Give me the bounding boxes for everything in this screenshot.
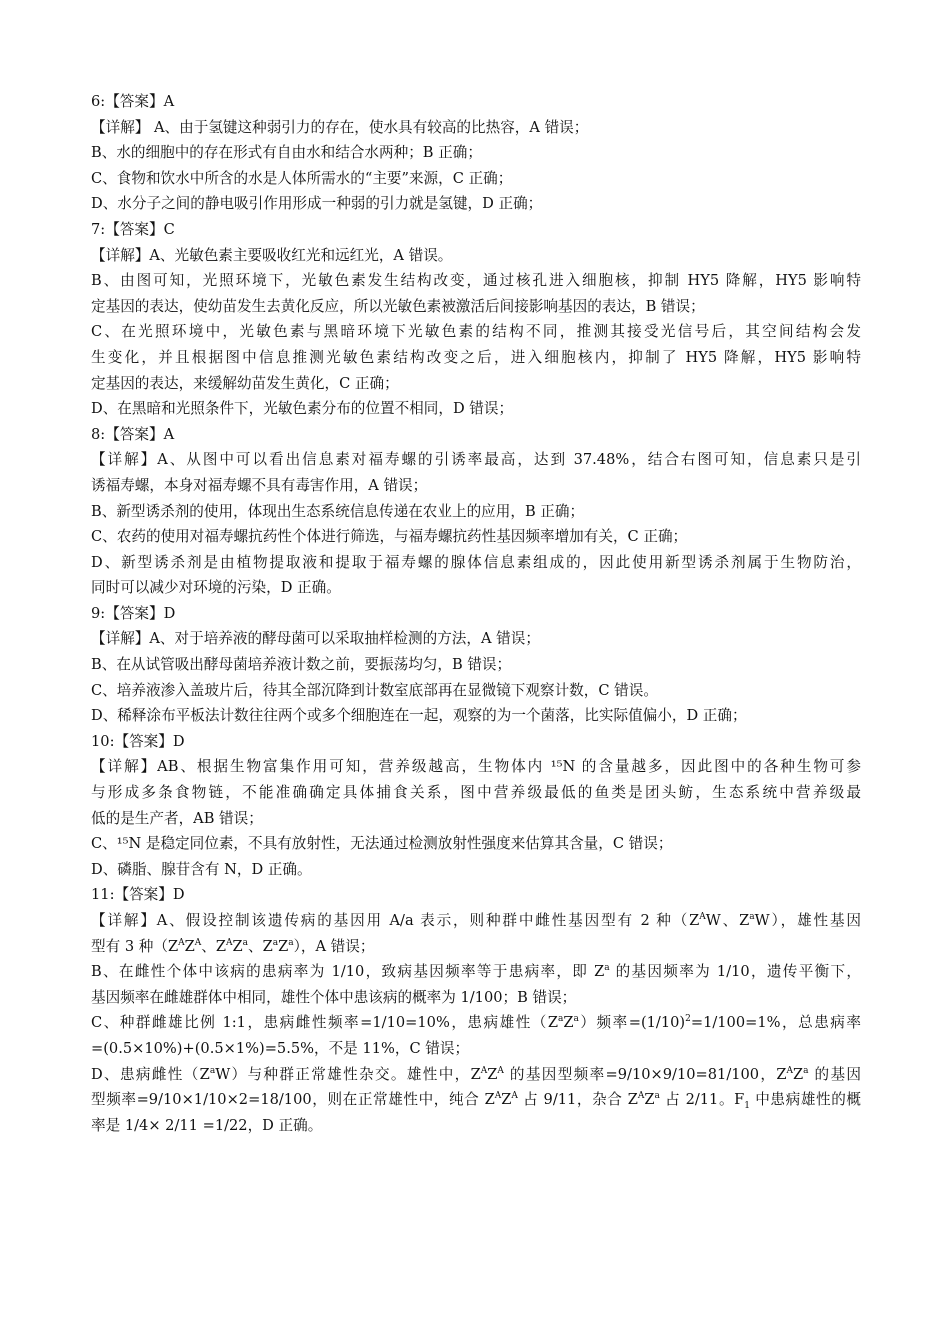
text-line: C、培养液渗入盖玻片后，待其全部沉降到计数室底部再在显微镜下观察计数，C 错误。 <box>91 681 658 699</box>
text-line: 低的是生产者，AB 错误； <box>91 809 263 827</box>
text-line: B、由图可知，光照环境下，光敏色素发生结构改变，通过核孔进入细胞核，抑制 HY5 降解，HY5 影响特 <box>91 272 861 290</box>
text-line: 同时可以减少对环境的污染，D 正确。 <box>91 579 341 597</box>
text-line: D、患病雌性$(Z^aW)$与种群正常雄性杂交。雄性中，$Z^AZ^A$ 的基因型频率=9/10×9/10=81/100，$Z^AZ^a$ 的基因 <box>91 1065 861 1083</box>
text-line: D、新型诱杀剂是由植物提取液和提取于福寿螺的腺体信息素组成的，因此使用新型诱杀剂属于生物防治， <box>91 553 861 571</box>
text-line: 【详解】A、光敏色素主要吸收红光和远红光，A 错误。 <box>91 246 453 264</box>
text-line: C、种群雌雄比例 1:1，患病雌性频率=1/10=10%，患病雄性$(Z^aZ^a)$频率$=(1/10)^2=1/100=1\%$，总患病率 <box>91 1014 861 1032</box>
text-line: 【详解】A、对于培养液的酵母菌可以采取抽样检测的方法，A 错误； <box>91 630 540 648</box>
text-line: 9:【答案】D <box>91 604 176 622</box>
text-line: 率是 1/4× 2/11 =1/22，D 正确。 <box>91 1116 323 1134</box>
text-line: 定基因的表达，使幼苗发生去黄化反应，所以光敏色素被激活后间接影响基因的表达，B 错误； <box>91 297 705 315</box>
text-line: B、在从试管吸出酵母菌培养液计数之前，要振荡均匀，B 错误； <box>91 656 512 674</box>
text-line: 7:【答案】C <box>91 220 175 238</box>
text-line: B、水的细胞中的存在形式有自由水和结合水两种；B 正确； <box>91 144 482 162</box>
text-line: 基因频率在雌雄群体中相同，雄性个体中患该病的概率为 1/100；B 错误； <box>91 988 577 1006</box>
text-line: 【详解】AB、根据生物富集作用可知，营养级越高，生物体内 ¹⁵N 的含量越多，因此图中的各种生物可参 <box>91 758 861 776</box>
text-line: D、在黑暗和光照条件下，光敏色素分布的位置不相同，D 错误； <box>91 400 514 418</box>
text-line: C、食物和饮水中所含的水是人体所需水的“主要”来源，C 正确； <box>91 169 513 187</box>
text-line: C、在光照环境中，光敏色素与黑暗环境下光敏色素的结构不同，推测其接受光信号后，其空间结构会发 <box>91 323 861 341</box>
text-line: C、农药的使用对福寿螺抗药性个体进行筛选，与福寿螺抗药性基因频率增加有关，C 正确； <box>91 528 688 546</box>
text-line: 【详解】A、从图中可以看出信息素对福寿螺的引诱率最高，达到 37.48%，结合右图可知，信息素只是引 <box>91 451 861 469</box>
text-line: 型有 3 种（$Z^AZ^A$、$Z^AZ^a$、$Z^aZ^a$），A 错误； <box>91 937 375 955</box>
text-line: 11:【答案】D <box>91 886 185 904</box>
text-line: 6:【答案】A <box>91 93 175 110</box>
text-line: 定基因的表达，来缓解幼苗发生黄化，C 正确； <box>91 374 399 392</box>
text-line: D、稀释涂布平板法计数往往两个或多个细胞连在一起，观察的为一个菌落，比实际值偏小，D 正确； <box>91 707 747 725</box>
text-line: 生变化，并且根据图中信息推测光敏色素结构改变之后，进入细胞核内，抑制了 HY5 降解，HY5 影响特 <box>91 348 861 366</box>
text-line: 型频率=9/10×1/10×2=18/100，则在正常雄性中，纯合 $Z^AZ^A$ 占 9/11，杂合 $Z^AZ^a$ 占 2/11。$F_1$ 中患病雄性的概 <box>91 1091 861 1112</box>
text-line: 【详解】 A、由于氢键这种弱引力的存在，使水具有较高的比热容，A 错误； <box>91 118 589 136</box>
text-line: 【详解】A、假设控制该遗传病的基因用 A/a 表示，则种群中雌性基因型有 2 种（$Z^AW$、$Z^aW$），雄性基因 <box>91 912 861 929</box>
text-line: B、在雌性个体中该病的患病率为 1/10，致病基因频率等于患病率，即 $Z^a$ 的基因频率为 1/10，遗传平衡下， <box>91 963 861 981</box>
text-line: 与形成多条食物链，不能准确确定具体捕食关系，图中营养级最低的鱼类是团头鲂，生态系统中营养级最 <box>91 784 861 802</box>
text-line: 诱福寿螺，本身对福寿螺不具有毒害作用，A 错误； <box>91 476 428 494</box>
answer-explanation-page <box>91 89 861 1138</box>
text-line: 10:【答案】D <box>91 732 185 750</box>
text-line: B、新型诱杀剂的使用，体现出生态系统信息传递在农业上的应用，B 正确； <box>91 502 585 520</box>
text-line: =(0.5×10%)+(0.5×1%)=5.5%，不是 11%，C 错误； <box>91 1039 470 1057</box>
text-line: D、磷脂、腺苷含有 N，D 正确。 <box>91 860 312 878</box>
text-line: D、水分子之间的静电吸引作用形成一种弱的引力就是氢键，D 正确； <box>91 195 543 213</box>
text-line: C、¹⁵N 是稳定同位素，不具有放射性，无法通过检测放射性强度来估算其含量，C 错误； <box>91 835 673 853</box>
text-line: 8:【答案】A <box>91 425 175 443</box>
